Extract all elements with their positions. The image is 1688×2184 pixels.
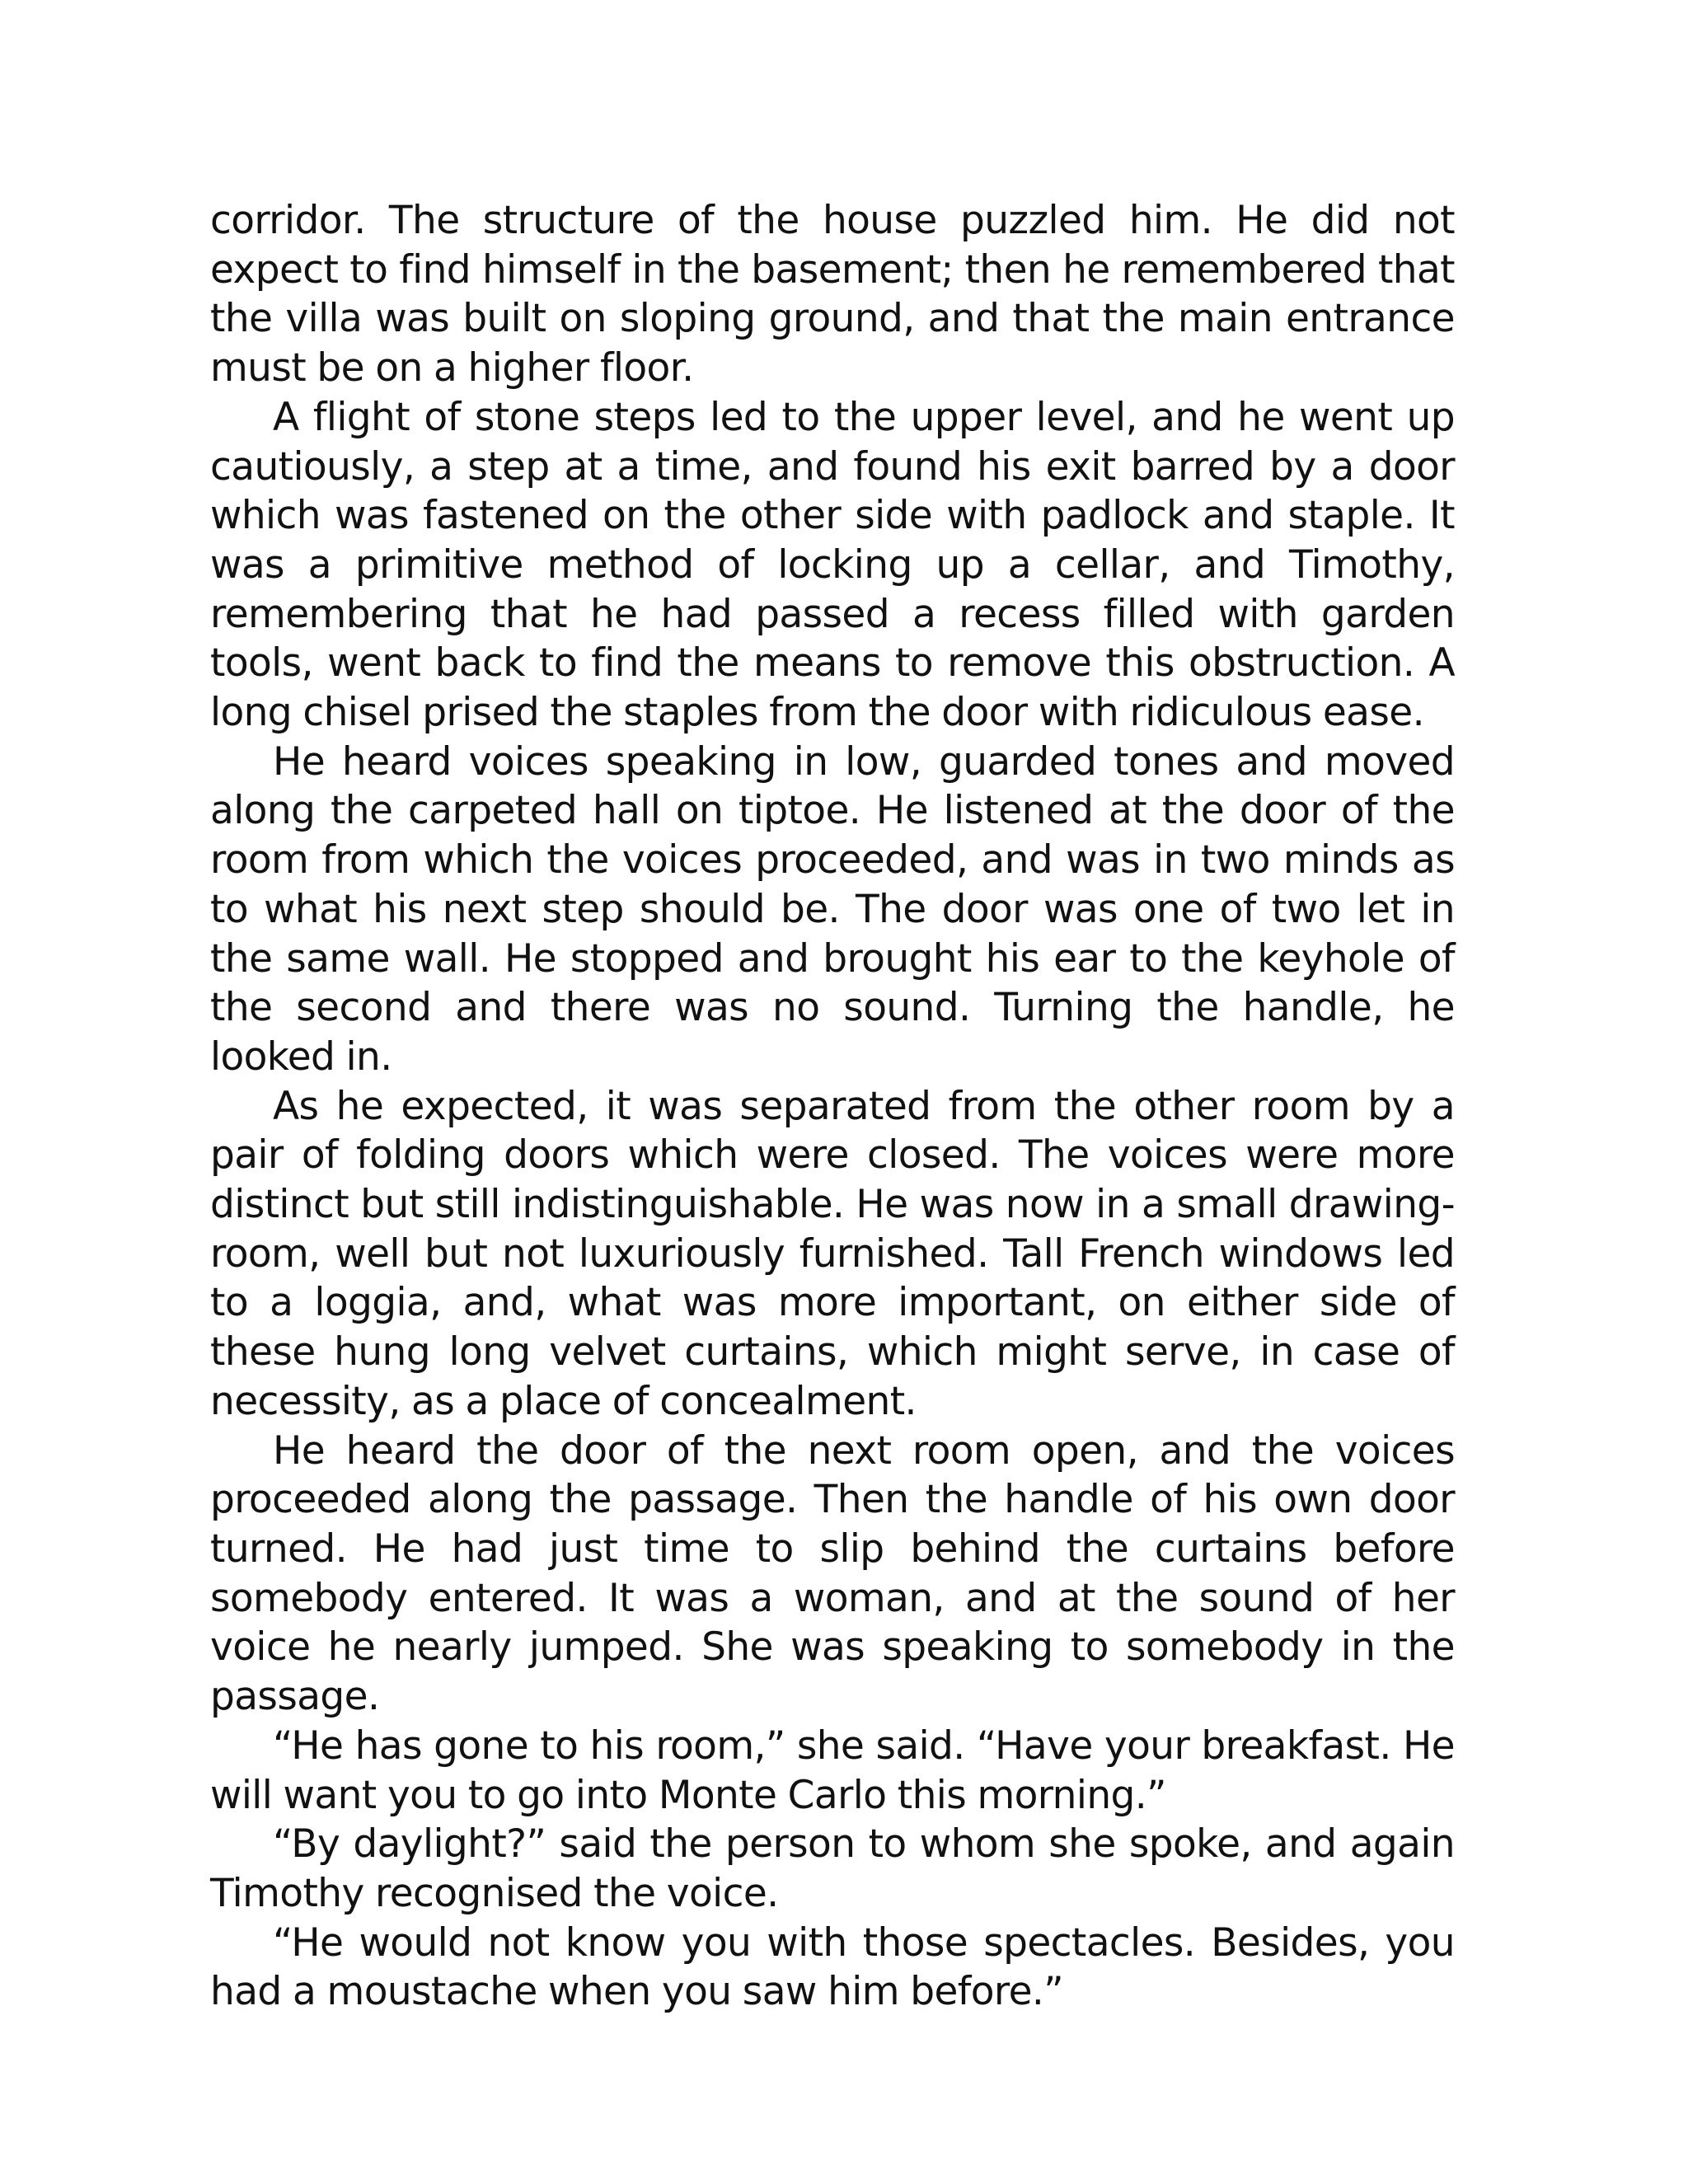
paragraph: As he expected, it was separated from the other room by a pair of folding doors which were closed. The voices were more distinct but still indistinguishable. He was now in a small drawing-room, well but not luxuriously furnished. Tall French windows led to a loggia, and, what was more important, on either side of these hung long velvet curtains, which might serve, in case of necessity, as a place of concealment. <box>210 1083 1455 1424</box>
paragraph: “He has gone to his room,” she said. “Have your breakfast. He will want you to go into Monte Carlo this morning.” <box>210 1722 1455 1818</box>
paragraph: “By daylight?” said the person to whom she spoke, and again Timothy recognised the voice. <box>210 1821 1455 1916</box>
page-body-text <box>210 196 1455 2017</box>
paragraph: He heard voices speaking in low, guarded tones and moved along the carpeted hall on tiptoe. He listened at the door of the room from which the voices proceeded, and was in two minds as to what his next step should be. The door was one of two let in the same wall. He stopped and brought his ear to the keyhole of the second and there was no sound. Turning the handle, he looked in. <box>210 738 1455 1080</box>
paragraph: corridor. The structure of the house puzzled him. He did not expect to find himself in the basement; then he remembered that the villa was built on sloping ground, and that the main entrance must be on a higher floor. <box>210 198 1455 391</box>
paragraph: A flight of stone steps led to the upper level, and he went up cautiously, a step at a time, and found his exit barred by a door which was fastened on the other side with padlock and staple. It was a primitive method of locking up a cellar, and Timothy, remembering that he had passed a recess filled with garden tools, went back to find the means to remove this obstruction. A long chisel prised the staples from the door with ridiculous ease. <box>210 394 1455 736</box>
paragraph: He heard the door of the next room open, and the voices proceeded along the passage. Then the handle of his own door turned. He had just time to slip behind the curtains before somebody entered. It was a woman, and at the sound of her voice he nearly jumped. She was speaking to somebody in the passage. <box>210 1427 1455 1720</box>
paragraph: “He would not know you with those spectacles. Besides, you had a moustache when you saw him before.” <box>210 1919 1455 2015</box>
